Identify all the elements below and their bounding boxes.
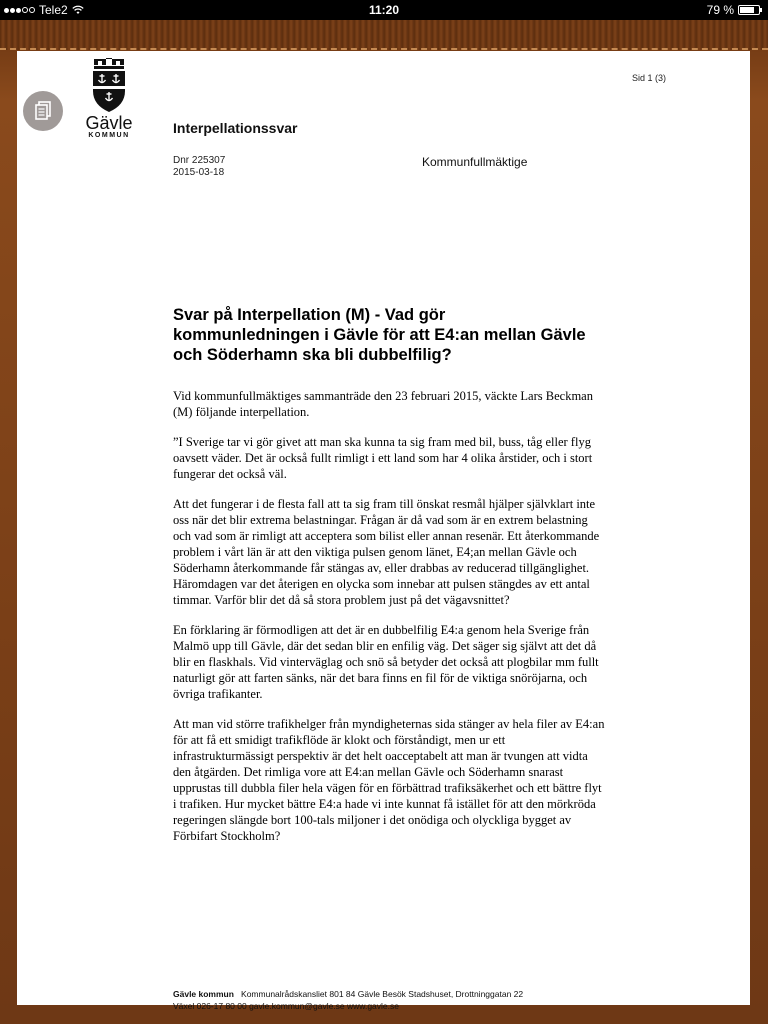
footer-org: Gävle kommun: [173, 989, 234, 999]
document-heading: Svar på Interpellation (M) - Vad gör kommunledningen i Gävle för att E4:an mellan Gävle och Söderhamn ska bli dubbelfilig?: [173, 306, 586, 364]
page-indicator: Sid 1 (3): [632, 73, 667, 83]
document-type: Interpellationssvar: [173, 120, 298, 136]
battery-fill: [740, 7, 754, 13]
logo-subtitle: KOMMUN: [88, 132, 130, 139]
document-date: 2015-03-18: [173, 167, 225, 178]
carrier-name: Tele2: [39, 3, 68, 17]
document-number: Dnr 225307: [173, 155, 226, 166]
battery-percent: 79 %: [706, 3, 734, 17]
paragraph: Vid kommunfullmäktiges sammanträde den 23 februari 2015, väckte Lars Beckman (M) följande interpellation.: [173, 389, 593, 419]
paragraph: Att man vid större trafikhelger från myndigheternas sida stänger av hela filer av E4:an för att få ett smidigt trafikflöde är klokt och förståndigt, men ur ett infrastrukturmässigt perspektiv är det helt oacceptabelt att man är tvungen att vidta den åtgärden. Det rimliga vore att E4:an mellan Gävle och Söderhamn snarast upprustas till dubbla filer hela vägen för en förbättrad trafiksäkerhet och ett bättre flyt i trafiken. Hur mycket bättre E4:a hade vi inte kunnat få istället för att den mörkröda regeringen slängde bort 100-tals miljoner i det onödiga och olyckliga bygget av Förbifart Stockholm?: [173, 717, 605, 843]
footer-contact: Växel 026-17 80 00 gavle.kommun@gavle.se www.gavle.se: [173, 1001, 399, 1011]
paragraph: ”I Sverige tar vi gör givet att man ska kunna ta sig fram med bil, buss, tåg eller flyg oavsett väder. Det är också fullt rimligt i ett land som har 4 olika årstider, och i stort fungerar det också väl.: [173, 435, 593, 481]
paragraph: Att det fungerar i de flesta fall att ta sig fram till önskat resmål hjälper självklart inte oss när det blir extrema belastningar. Frågan är då vad som är en extrem belastning och vad som är rimligt att acceptera som bilist eller annan resenär. Ett återkommande problem i vårt län är att den viktiga pulsen genom länet, E4;an mellan Gävle och Söderhamn återkommande får stängas av, eller drabbas av reducerad tillgänglighet. Häromdagen var det återigen en olycka som innebar att pulsen stängdes av ett antal timmar. Varför blir det då så stora problem just på det vägavsnittet?: [173, 497, 600, 607]
leather-stitching: [0, 20, 768, 50]
footer-address: Kommunalrådskansliet 801 84 Gävle Besök Stadshuset, Drottninggatan 22: [241, 989, 524, 999]
documents-icon: [33, 100, 53, 122]
status-time: 11:20: [368, 3, 400, 17]
status-bar: [0, 0, 768, 20]
document-meta: [173, 155, 225, 179]
recipient: Kommunfullmäktige: [422, 155, 528, 169]
coat-of-arms-icon: [90, 55, 128, 113]
document-page[interactable]: [17, 51, 750, 1011]
document-list-button[interactable]: [23, 91, 63, 131]
document-footer: [173, 988, 523, 1012]
paragraph: En förklaring är förmodligen att det är en dubbelfilig E4:a genom hela Sverige från Malmö upp till Gävle, där det sedan blir en enfilig väg. Det säger sig självt att det då blir en flaskhals. Vid vinterväglag och snö så betyder det också att plogbilar mm fullt naturligt gör att farten sänks, när det bara finns en fil för de viktiga snöröjarna, och övriga trafikanter.: [173, 623, 599, 701]
document-body: [173, 388, 605, 858]
logo-name: Gävle: [85, 113, 133, 133]
battery-icon: [738, 5, 760, 15]
status-right: [707, 3, 760, 17]
gavle-logo: [79, 55, 139, 143]
